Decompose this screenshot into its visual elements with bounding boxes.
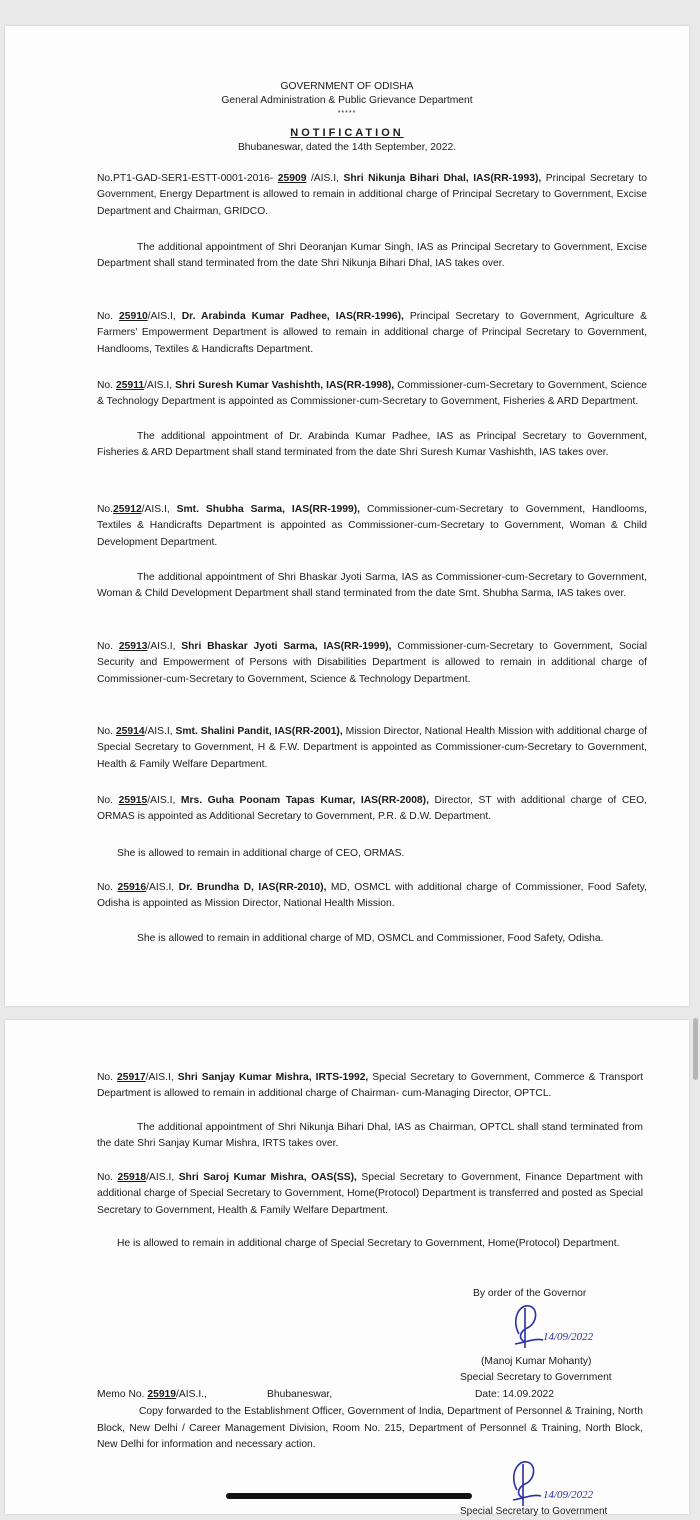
memo-place: Bhubaneswar, (267, 1389, 333, 1400)
termination-paragraph: The additional appointment of Dr. Arabinda Kumar Padhee, IAS as Principal Secretary to Government, Fisheries & ARD Department shall stand terminated from the date Shri Suresh Kumar Vashishth, IAS takes over. (97, 431, 647, 459)
order-paragraph: No. 25918/AIS.I, Shri Saroj Kumar Mishra, OAS(SS), Special Secretary to Government, Finance Department with additional charge of Special Secretary to Government, Home(Protocol) Department is transferred and posted as Special Secretary to Government, Health & Family Welfare Department. (97, 1172, 644, 1216)
order-paragraph: No.25912/AIS.I, Smt. Shubha Sarma, IAS(RR-1999), Commissioner-cum-Secretary to Government, Handlooms, Textiles & Handicrafts Department is appointed as Commissioner-cum-Secretary to Government, Woman & Child Development Department. (97, 504, 647, 548)
memo-number: Memo No. 25919/AIS.I., (97, 1389, 207, 1400)
gov-heading: GOVERNMENT OF ODISHA (280, 81, 414, 92)
order-paragraph: No. 25916/AIS.I, Dr. Brundha D, IAS(RR-2010), MD, OSMCL with additional charge of Commissioner, Food Safety, Odisha is appointed as Mission Director, National Health Mission. (97, 882, 647, 910)
order-paragraph: No. 25917/AIS.I, Shri Sanjay Kumar Mishra, IRTS-1992, Special Secretary to Government, Commerce & Transport Department is allowed to remain in additional charge of Chairman- cum-Managing Director, OPTCL. (97, 1072, 643, 1100)
dept-heading: General Administration & Public Grievance Department (221, 95, 473, 106)
document-page-1 (5, 26, 689, 1006)
by-order-line: By order of the Governor (473, 1288, 587, 1299)
document-page-2 (5, 1020, 689, 1517)
termination-paragraph: The additional appointment of Shri Deoranjan Kumar Singh, IAS as Principal Secretary to Government, Excise Department shall stand terminated from the date Shri Nikunja Bihari Dhal, IAS takes over. (97, 242, 647, 270)
remain-charge-paragraph: She is allowed to remain in additional charge of CEO, ORMAS. (117, 848, 405, 859)
order-paragraph: No. 25910/AIS.I, Dr. Arabinda Kumar Padhee, IAS(RR-1996), Principal Secretary to Government, Agriculture & Farmers' Empowerment Department is allowed to remain in additional charge of Principal Secretary to Government, Handlooms, Textiles & Handicrafts Department. (97, 311, 648, 355)
home-indicator[interactable] (226, 1493, 472, 1499)
order-paragraph: No. 25914/AIS.I, Smt. Shalini Pandit, IAS(RR-2001), Mission Director, National Health Mission with additional charge of Special Secretary to Government, H & F.W. Department is appointed as Commissioner-cum-Secretary to Government, Health & Family Welfare Department. (97, 726, 648, 770)
signature-date: 14/09/2022 (543, 1331, 594, 1343)
remain-charge-paragraph: She is allowed to remain in additional charge of MD, OSMCL and Commissioner, Food Safety, Odisha. (137, 933, 604, 944)
memo-copy-paragraph: Copy forwarded to the Establishment Officer, Government of India, Department of Personnel & Training, North Block, New Delhi / Career Management Division, Room No. 215, Department of Personnel & Training, North Block, New Delhi for information and necessary action. (97, 1406, 643, 1451)
termination-paragraph: The additional appointment of Shri Nikunja Bihari Dhal, IAS as Chairman, OPTCL shall stand terminated from the date Shri Sanjay Kumar Mishra, IRTS takes over. (97, 1122, 643, 1150)
order-paragraph: No. 25913/AIS.I, Shri Bhaskar Jyoti Sarma, IAS(RR-1999), Commissioner-cum-Secretary to Government, Social Security and Empowerment of Persons with Disabilities Department is allowed to remain in additional charge of Commissioner-cum-Secretary to Government, Science & Technology Department. (97, 641, 647, 685)
order-paragraph: No.PT1-GAD-SER1-ESTT-0001-2016- 25909 /AIS.I, Shri Nikunja Bihari Dhal, IAS(RR-1993), Principal Secretary to Government, Energy Department is allowed to remain in additional charge of Principal Secretary to Government, Excise Department and Chairman, GRIDCO. (97, 173, 647, 217)
stars-separator: ***** (337, 110, 357, 117)
order-paragraph: No. 25915/AIS.I, Mrs. Guha Poonam Tapas Kumar, IAS(RR-2008), Director, ST with additional charge of CEO, ORMAS is appointed as Additional Secretary to Government, P.R. & D.W. Department. (97, 795, 647, 823)
remain-charge-paragraph: He is allowed to remain in additional charge of Special Secretary to Government, Home(Protocol) Department. (117, 1238, 620, 1249)
scrollbar-thumb[interactable] (693, 1018, 698, 1080)
officer-name: (Manoj Kumar Mohanty) (481, 1356, 592, 1367)
dated-line: Bhubaneswar, dated the 14th September, 2022. (237, 142, 457, 153)
memo-signature-date: 14/09/2022 (543, 1489, 594, 1501)
memo-date: Date: 14.09.2022 (475, 1389, 555, 1400)
termination-paragraph: The additional appointment of Shri Bhaskar Jyoti Sarma, IAS as Commissioner-cum-Secretary to Government, Woman & Child Development Department shall stand terminated from the date Smt. Shubha Sarma, IAS takes over. (97, 572, 647, 600)
order-paragraph: No. 25911/AIS.I, Shri Suresh Kumar Vashishth, IAS(RR-1998), Commissioner-cum-Secretary to Government, Science & Technology Department is appointed as Commissioner-cum-Secretary to Government, Fisheries & ARD Department. (97, 380, 647, 408)
notification-title: NOTIFICATION (290, 127, 404, 139)
officer-signature (505, 1298, 625, 1356)
memo-signature (503, 1452, 628, 1512)
officer-designation: Special Secretary to Government (460, 1372, 612, 1383)
memo-designation-partial: Special Secretary to Government (460, 1506, 608, 1517)
